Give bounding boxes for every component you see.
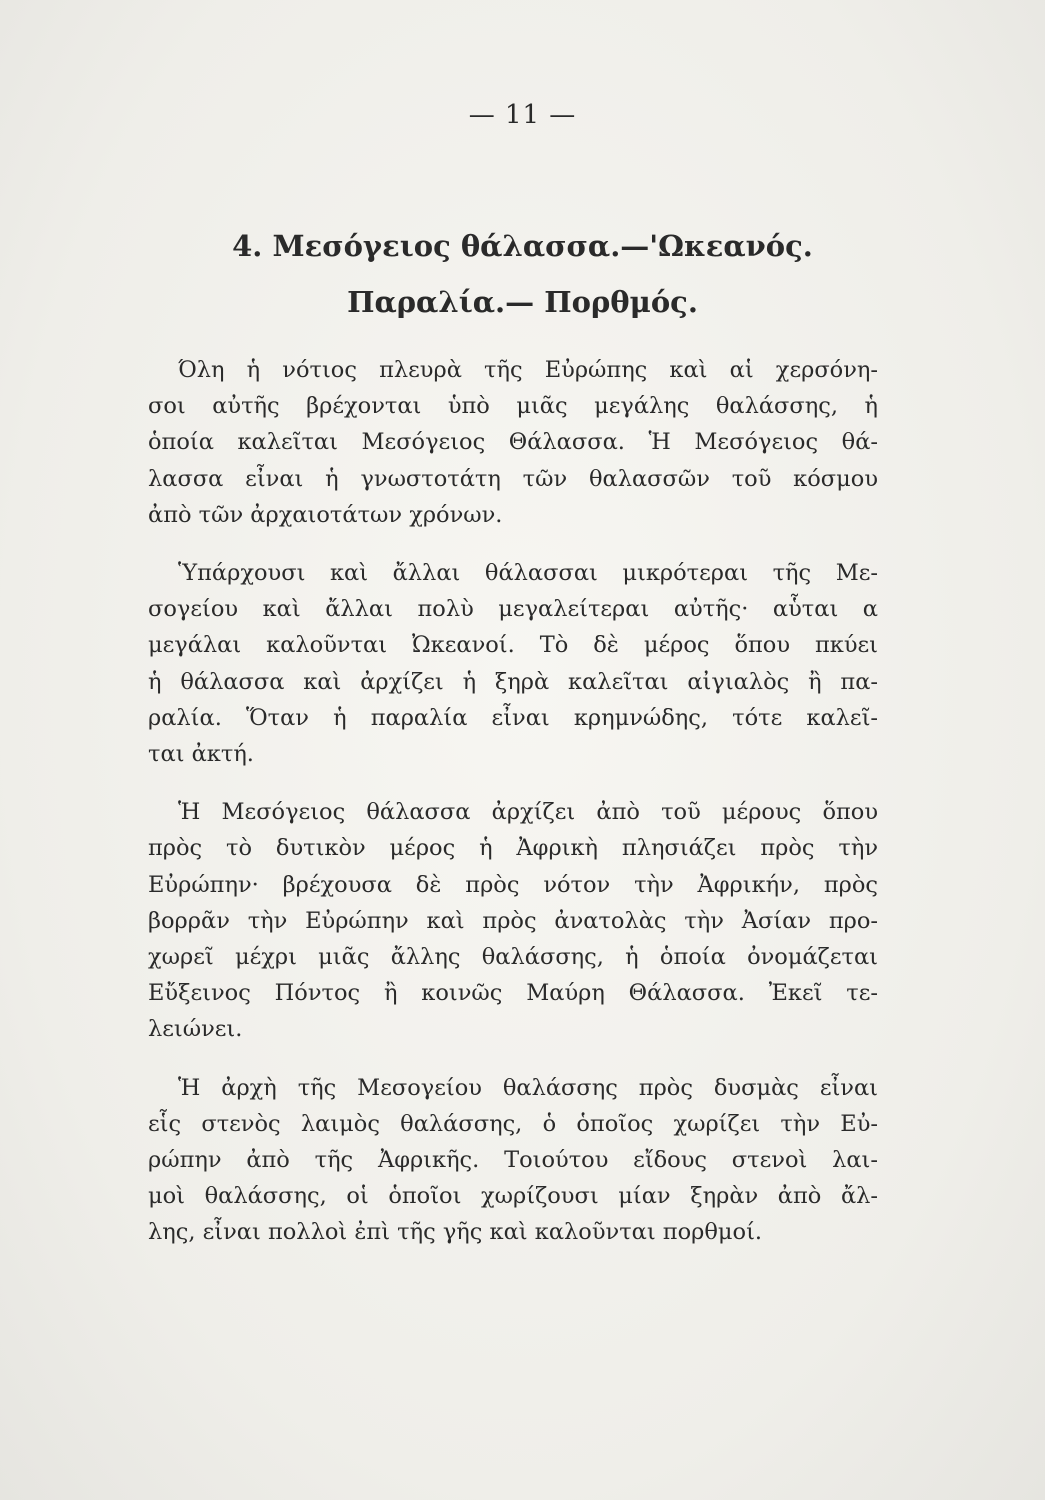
- text-line: μεγάλαι καλοῦνται Ὠκεανοί. Τὸ δὲ μέρος ὅπου πκύει: [148, 632, 878, 659]
- page-number: — 11 —: [468, 100, 577, 130]
- paragraph-4: [148, 1070, 878, 1251]
- text-line: σοι αὐτῆς βρέχονται ὑπὸ μιᾶς μεγάλης θαλάσσης, ἡ: [148, 393, 878, 420]
- text-line: ται ἀκτή.: [148, 741, 254, 768]
- text-line: Όλη ἡ νότιος πλευρὰ τῆς Εὐρώπης καὶ αἱ χερσόνη-: [178, 357, 878, 383]
- text-line: λης, εἶναι πολλοὶ ἐπὶ τῆς γῆς καὶ καλοῦνται πορθμοί.: [148, 1219, 763, 1246]
- text-line: Ἡ Μεσόγειος θάλασσα ἀρχίζει ἀπὸ τοῦ μέρους ὅπου: [178, 799, 878, 826]
- text-line: λειώνει.: [148, 1016, 243, 1043]
- text-line: ἀπὸ τῶν ἀρχαιοτάτων χρόνων.: [148, 501, 503, 528]
- heading-line-2: Παραλία.— Πορθμός.: [347, 285, 698, 319]
- paragraph-2: [148, 555, 878, 772]
- text-line: μοὶ θαλάσσης, οἱ ὁποῖοι χωρίζουσι μίαν ξηρὰν ἀπὸ ἄλ-: [148, 1183, 878, 1210]
- text-line: εἷς στενὸς λαιμὸς θαλάσσης, ὁ ὁποῖος χωρίζει τὴν Εὐ-: [148, 1110, 878, 1137]
- section-heading: [0, 218, 1045, 330]
- text-line: ὁποία καλεῖται Μεσόγειος Θάλασσα. Ἡ Μεσόγειος θά-: [148, 429, 878, 456]
- text-line: Ὑπάρχουσι καὶ ἄλλαι θάλασσαι μικρότεραι τῆς Με-: [178, 560, 878, 587]
- text-line: βορρᾶν τὴν Εὐρώπην καὶ πρὸς ἀνατολὰς τὴν Ἀσίαν προ-: [148, 907, 878, 934]
- text-line: Εὔξεινος Πόντος ἢ κοινῶς Μαύρη Θάλασσα. Ἐκεῖ τε-: [148, 980, 878, 1007]
- heading-line-1: 4. Μεσόγειος θάλασσα.—'Ωκεανός.: [232, 229, 813, 263]
- text-line: Ἡ ἀρχὴ τῆς Μεσογείου θαλάσσης πρὸς δυσμὰς εἶναι: [178, 1074, 878, 1101]
- text-line: Εὐρώπην· βρέχουσα δὲ πρὸς νότον τὴν Ἀφρικήν, πρὸς: [148, 871, 878, 898]
- paragraph-1: [148, 352, 878, 533]
- text-line: σογείου καὶ ἄλλαι πολὺ μεγαλείτεραι αὐτῆς· αὗται α: [148, 596, 878, 623]
- text-line: λασσα εἶναι ἡ γνωστοτάτη τῶν θαλασσῶν τοῦ κόσμου: [148, 465, 878, 492]
- text-line: χωρεῖ μέχρι μιᾶς ἄλλης θαλάσσης, ἡ ὁποία ὀνομάζεται: [148, 944, 878, 971]
- text-line: ἡ θάλασσα καὶ ἀρχίζει ἡ ξηρὰ καλεῖται αἰγιαλὸς ἢ πα-: [148, 668, 878, 695]
- text-line: ρώπην ἀπὸ τῆς Ἀφρικῆς. Τοιούτου εἴδους στενοὶ λαι-: [148, 1147, 878, 1174]
- text-line: πρὸς τὸ δυτικὸν μέρος ἡ Ἀφρικὴ πλησιάζει πρὸς τὴν: [148, 835, 878, 862]
- paragraph-3: [148, 794, 878, 1047]
- text-line: ραλία. Ὅταν ἡ παραλία εἶναι κρημνώδης, τότε καλεῖ-: [148, 704, 878, 731]
- body-text: [148, 352, 878, 1273]
